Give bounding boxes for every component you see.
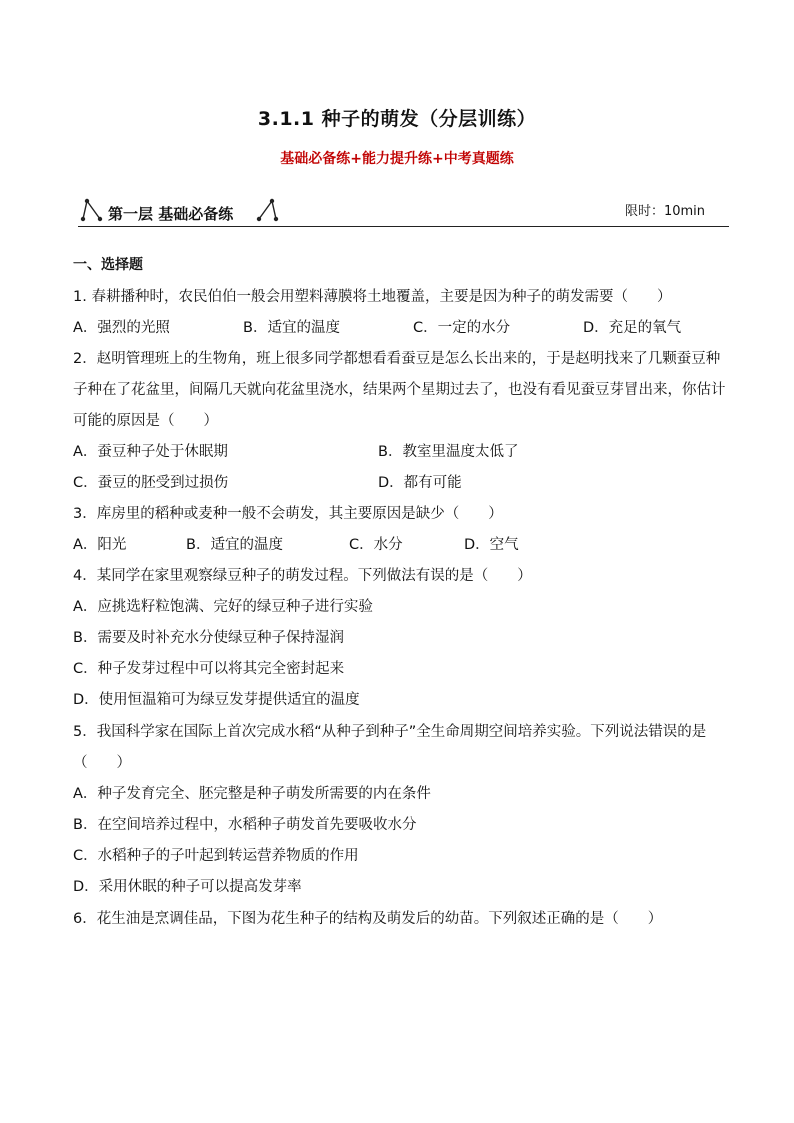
question-4-option-d: [73, 685, 733, 716]
option-a: A．强烈的光照: [73, 320, 170, 336]
question-5-option-d: [73, 872, 733, 903]
option-c: C．水分: [349, 537, 403, 553]
section-title: 一、选择题: [73, 257, 143, 273]
option-b: B．在空间培养过程中，水稻种子萌发首先要吸收水分: [73, 817, 417, 833]
question-3: 3．库房里的稻种或麦种一般不会萌发，其主要原因是缺少（ ）: [73, 506, 503, 522]
question-5-option-c: [73, 841, 733, 872]
time-limit: 限时：10min: [624, 204, 705, 219]
question-4-option-c: [73, 654, 733, 685]
option-d: D．都有可能: [378, 475, 462, 491]
page-subtitle: 基础必备练+能力提升练+中考真题练: [280, 151, 514, 167]
option-b: B．教室里温度太低了: [378, 444, 519, 460]
option-d: D．采用休眠的种子可以提高发芽率: [73, 879, 302, 895]
question-2-options-row2: [73, 468, 733, 499]
layer-title: 第一层 基础必备练: [108, 205, 234, 223]
option-b: B．需要及时补充水分使绿豆种子保持湿润: [73, 630, 344, 646]
option-a: A．阳光: [73, 537, 127, 553]
option-c: C．水稻种子的子叶起到转运营养物质的作用: [73, 848, 359, 864]
question-4-option-a: [73, 592, 733, 623]
question-4: 4．某同学在家里观察绿豆种子的萌发过程。下列做法有误的是（ ）: [73, 568, 532, 584]
option-c: C．种子发芽过程中可以将其完全密封起来: [73, 661, 345, 677]
question-1-options: [73, 313, 733, 344]
question-2-options-row1: [73, 437, 733, 468]
question-3-options: [73, 530, 733, 561]
option-b: B．适宜的温度: [243, 320, 340, 336]
question-5: 5．我国科学家在国际上首次完成水稻“从种子到种子”全生命周期空间培养实验。下列说法错误的是（ ）: [73, 724, 707, 771]
left-decoration-icon: [80, 197, 106, 223]
option-d: D．使用恒温箱可为绿豆发芽提供适宜的温度: [73, 692, 360, 708]
option-c: C．蚕豆的胚受到过损伤: [73, 475, 229, 491]
question-5-option-a: [73, 779, 733, 810]
header-divider: [78, 226, 729, 227]
option-a: A．蚕豆种子处于休眠期: [73, 444, 228, 460]
layer-header: [78, 193, 729, 227]
question-6: 6．花生油是烹调佳品，下图为花生种子的结构及萌发后的幼苗。下列叙述正确的是（ ）: [73, 911, 663, 927]
question-5-option-b: [73, 810, 733, 841]
question-4-option-b: [73, 623, 733, 654]
option-c: C．一定的水分: [413, 320, 511, 336]
option-a: A．种子发育完全、胚完整是种子萌发所需要的内在条件: [73, 786, 431, 802]
option-b: B．适宜的温度: [186, 537, 283, 553]
option-a: A．应挑选籽粒饱满、完好的绿豆种子进行实验: [73, 599, 373, 615]
option-d: D．充足的氧气: [583, 320, 682, 336]
question-2: 2．赵明管理班上的生物角，班上很多同学都想看看蚕豆是怎么长出来的，于是赵明找来了几颗蚕豆种子种在了花盆里，间隔几天就向花盆里浇水，结果两个星期过去了，也没有看见蚕豆芽冒出来，你估计可能的原因是（ ）: [73, 351, 726, 429]
option-d: D．空气: [464, 537, 519, 553]
question-1: 1. 春耕播种时，农民伯伯一般会用塑料薄膜将土地覆盖，主要是因为种子的萌发需要（ ）: [73, 289, 672, 305]
right-decoration-icon: [254, 197, 280, 223]
page-title: 3.1.1 种子的萌发（分层训练）: [257, 108, 537, 130]
